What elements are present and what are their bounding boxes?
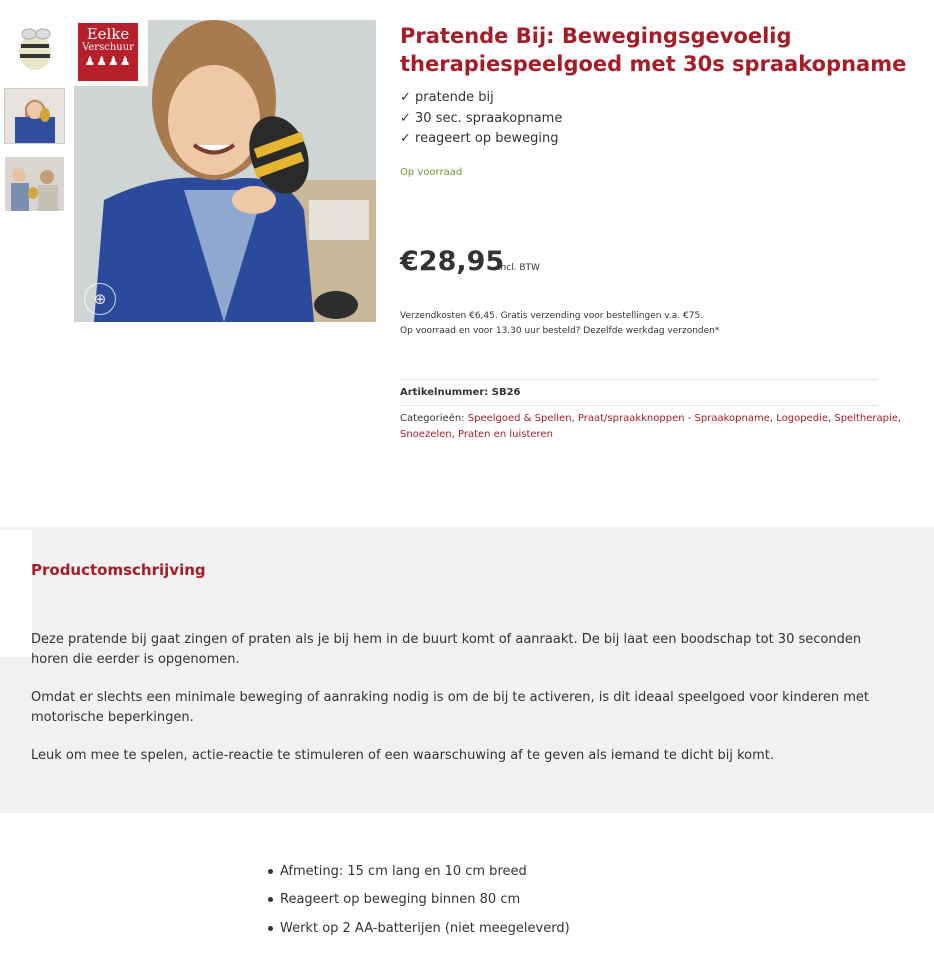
category-link[interactable]: Praten en luisteren	[458, 429, 553, 440]
description-paragraph: Leuk om mee te spelen, actie-reactie te stimuleren of een waarschuwing af te geven als iemand te dicht bij komt.	[31, 748, 774, 763]
categories: Categorieën: Speelgoed & Spellen, Praat/spraakknoppen - Spraakopname, Logopedie, Speltherapie, Snoezelen, Praten en luisteren	[400, 413, 902, 440]
thumbnail-bee[interactable]	[5, 22, 64, 76]
bee-thumbnail-image	[5, 22, 64, 76]
brand-logo	[74, 20, 148, 86]
thumbnail-girl-with-bee[interactable]	[5, 89, 64, 143]
children-thumbnail-image	[5, 157, 64, 211]
description-paragraph: Deze pratende bij gaat zingen of praten als je bij hem in de buurt komt of aanraakt. De bij laat een boodschap tot 30 seconden horen die eerder is opgenomen.	[31, 632, 862, 667]
divider	[400, 405, 878, 406]
category-link[interactable]: Snoezelen	[400, 429, 452, 440]
spec-item	[268, 921, 570, 936]
spec-text: Afmeting: 15 cm lang en 10 cm breed	[280, 864, 527, 879]
categories-label: Categorieën:	[400, 413, 465, 424]
feature-item: ✓ 30 sec. spraakopname	[400, 111, 563, 126]
description-heading: Productomschrijving	[31, 561, 206, 579]
feature-item: ✓ pratende bij	[400, 90, 494, 105]
divider	[400, 379, 878, 380]
sku	[400, 387, 521, 398]
logo-line1: Eelke	[86, 25, 130, 43]
logo-line2: Verschuur	[82, 42, 134, 53]
spec-text: Werkt op 2 AA-batterijen (niet meegeleverd)	[280, 921, 570, 936]
stock-status: Op voorraad	[400, 167, 463, 178]
logo-figures-icon: ♟♟♟♟	[84, 54, 132, 68]
category-link[interactable]: Praat/spraakknoppen - Spraakopname	[577, 413, 770, 424]
girl-thumbnail-image	[5, 89, 64, 143]
category-link[interactable]: Speltherapie	[834, 413, 898, 424]
product-title: Pratende Bij: Bewegingsgevoelig therapiespeelgoed met 30s spraakopname	[400, 24, 907, 76]
shipping-info: Verzendkosten €6,45. Gratis verzending voor bestellingen v.a. €75.	[400, 311, 704, 321]
sku-value: SB26	[491, 387, 521, 398]
description-tab-marker	[0, 530, 32, 657]
sku-label: Artikelnummer:	[400, 387, 489, 398]
spec-text: Reageert op beweging binnen 80 cm	[280, 892, 521, 907]
shipping-deadline: Op voorraad en voor 13.30 uur besteld? Dezelfde werkdag verzonden*	[400, 326, 720, 336]
product-price: €28,95	[400, 246, 505, 277]
spec-item	[268, 864, 527, 879]
spec-item	[268, 892, 520, 907]
category-link[interactable]: Logopedie	[776, 413, 828, 424]
zoom-in-icon[interactable]: ⊕	[84, 283, 116, 315]
description-paragraph: Omdat er slechts een minimale beweging of aanraking nodig is om de bij te activeren, is dit ideaal speelgoed voor kinderen met motorische beperkingen.	[31, 690, 869, 725]
vat-note: incl. BTW	[498, 263, 540, 273]
category-link[interactable]: Speelgoed & Spellen	[467, 413, 572, 424]
feature-item: ✓ reageert op beweging	[400, 131, 559, 146]
thumbnail-children-playing[interactable]	[5, 157, 64, 211]
